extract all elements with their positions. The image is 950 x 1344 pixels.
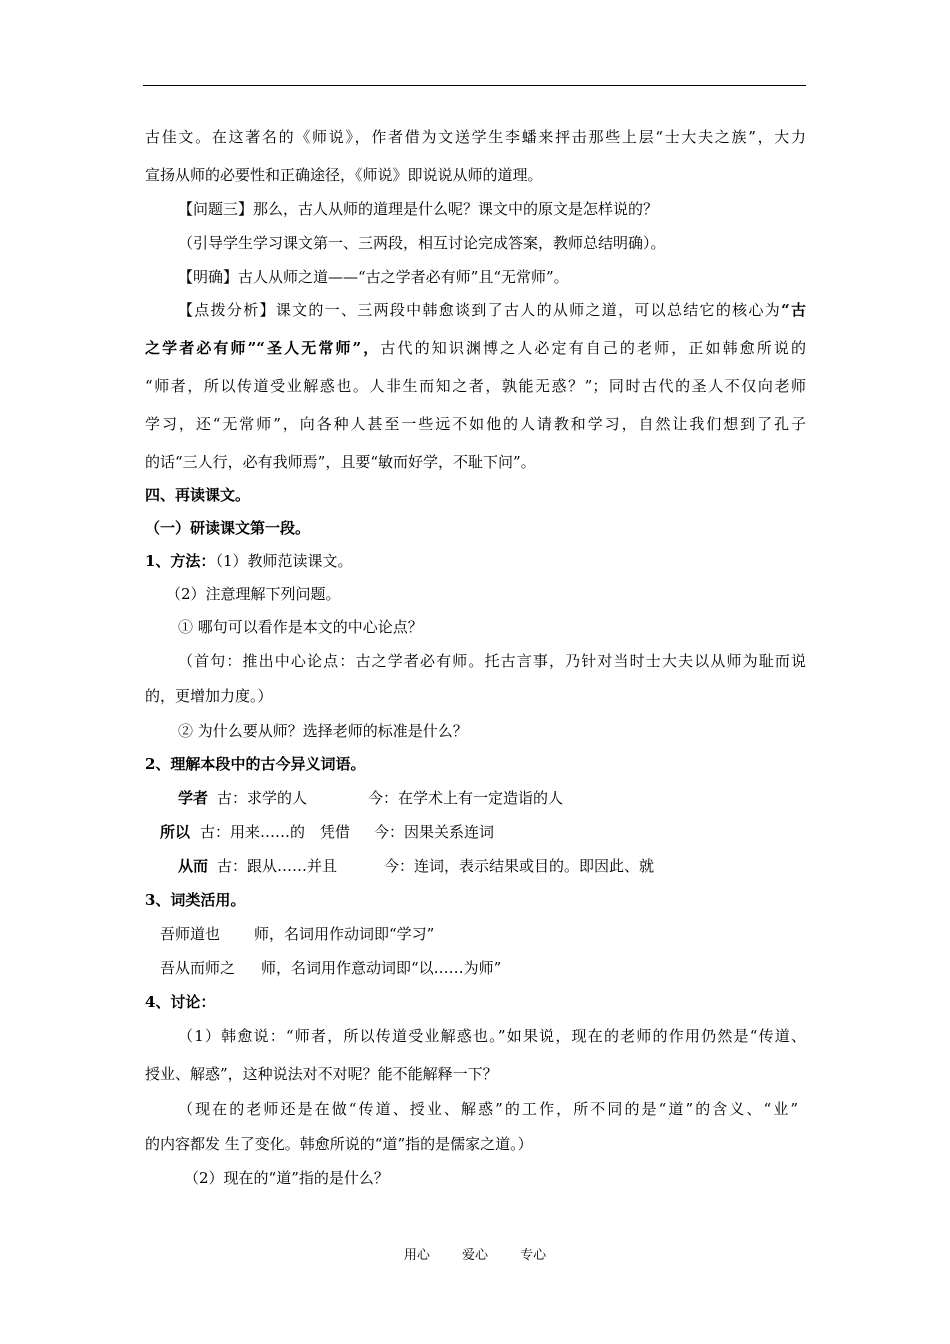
vocab-old-meaning: 古：求学的人 (217, 789, 308, 807)
discussion-line: 授业、解惑”，这种说法对不对呢？能不能解释一下？ (145, 1065, 498, 1083)
question-item: ① 哪句可以看作是本文的中心论点？ (178, 618, 423, 636)
vocab-term: 学者 (178, 789, 209, 807)
discussion-line: （2）现在的“道”指的是什么？ (184, 1169, 389, 1187)
usage-explanation: 师，名词用作意动词即“以……为师” (261, 959, 502, 977)
vocab-new-meaning: 今：因果关系连词 (374, 823, 495, 841)
vocab-old-meaning: 古：用来……的 凭借 (200, 823, 351, 841)
vocab-old-meaning: 古：跟从……并且 (217, 857, 338, 875)
paragraph-line: 古佳文。在这著名的《师说》，作者借为文送学生李蟠来抨击那些上层“士大夫之族”，大力 (145, 128, 806, 146)
question-three: 【问题三】那么，古人从师的道理是什么呢？课文中的原文是怎样说的？ (178, 200, 659, 218)
discussion-answer: （现在的老师还是在做“传道、授业、解惑”的工作，所不同的是“道”的含义、“业” (178, 1100, 798, 1118)
analysis-line: 【点拨分析】课文的一、三两段中韩愈谈到了古人的从师之道，可以总结它的核心为“古 (178, 301, 806, 319)
usage-explanation: 师，名词用作动词即“学习” (254, 925, 435, 943)
section-heading: 3、词类活用。 (145, 891, 246, 909)
analysis-line: 的话“三人行，必有我师焉”，且要“敏而好学，不耻下问”。 (145, 453, 536, 471)
footer-word: 专心 (520, 1248, 547, 1263)
footer-word: 爱心 (461, 1248, 488, 1263)
usage-example: 吾从而师之 (160, 959, 236, 977)
page-footer (0, 1247, 950, 1265)
method-line: （2）注意理解下列问题。 (166, 585, 341, 603)
question-item: ② 为什么要从师？选择老师的标准是什么？ (178, 722, 468, 740)
vocab-new-meaning: 今：连词，表示结果或目的。即因此、就 (384, 857, 655, 875)
footer-word: 用心 (403, 1248, 430, 1263)
clarify-answer: 【明确】古人从师之道——“古之学者必有师”且“无常师”。 (178, 268, 569, 286)
answer-line: （首句：推出中心论点：古之学者必有师。托古言事，乃针对当时士大夫以从师为耻而说 (178, 652, 806, 670)
section-heading: 四、再读课文。 (145, 486, 251, 504)
analysis-line: 之学者必有师”“圣人无常师”，古代的知识渊博之人必定有自己的老师，正如韩愈所说的 (145, 339, 806, 357)
subsection-heading: （一）研读课文第一段。 (145, 519, 311, 537)
vocab-term: 从而 (178, 857, 209, 875)
analysis-line: “师者，所以传道受业解惑也。人非生而知之者，孰能无惑？”；同时古代的圣人不仅向老师 (145, 377, 806, 395)
usage-example: 吾师道也 (160, 925, 221, 943)
discussion-line: （1）韩愈说：“师者，所以传道受业解惑也。”如果说，现在的老师的作用仍然是“传道、 (178, 1027, 806, 1045)
vocab-term: 所以 (160, 823, 191, 841)
section-heading: 2、理解本段中的古今异义词语。 (145, 755, 366, 773)
section-heading: 4、讨论： (145, 993, 216, 1011)
discussion-answer: 的内容都发 生了变化。韩愈所说的“道”指的是儒家之道。） (145, 1135, 533, 1153)
guide-note: （引导学生学习课文第一、三两段，相互讨论完成答案，教师总结明确）。 (178, 234, 666, 252)
paragraph-line: 宣扬从师的必要性和正确途径，《师说》即说说从师的道理。 (145, 166, 543, 184)
analysis-line: 学习，还“无常师”，向各种人甚至一些远不如他的人请教和学习，自然让我们想到了孔子 (145, 415, 806, 433)
answer-line: 的，更增加力度。） (145, 687, 273, 705)
method-line: 1、方法：（1）教师范读课文。 (145, 552, 353, 570)
header-rule (143, 85, 806, 86)
vocab-new-meaning: 今：在学术上有一定造诣的人 (368, 789, 564, 807)
